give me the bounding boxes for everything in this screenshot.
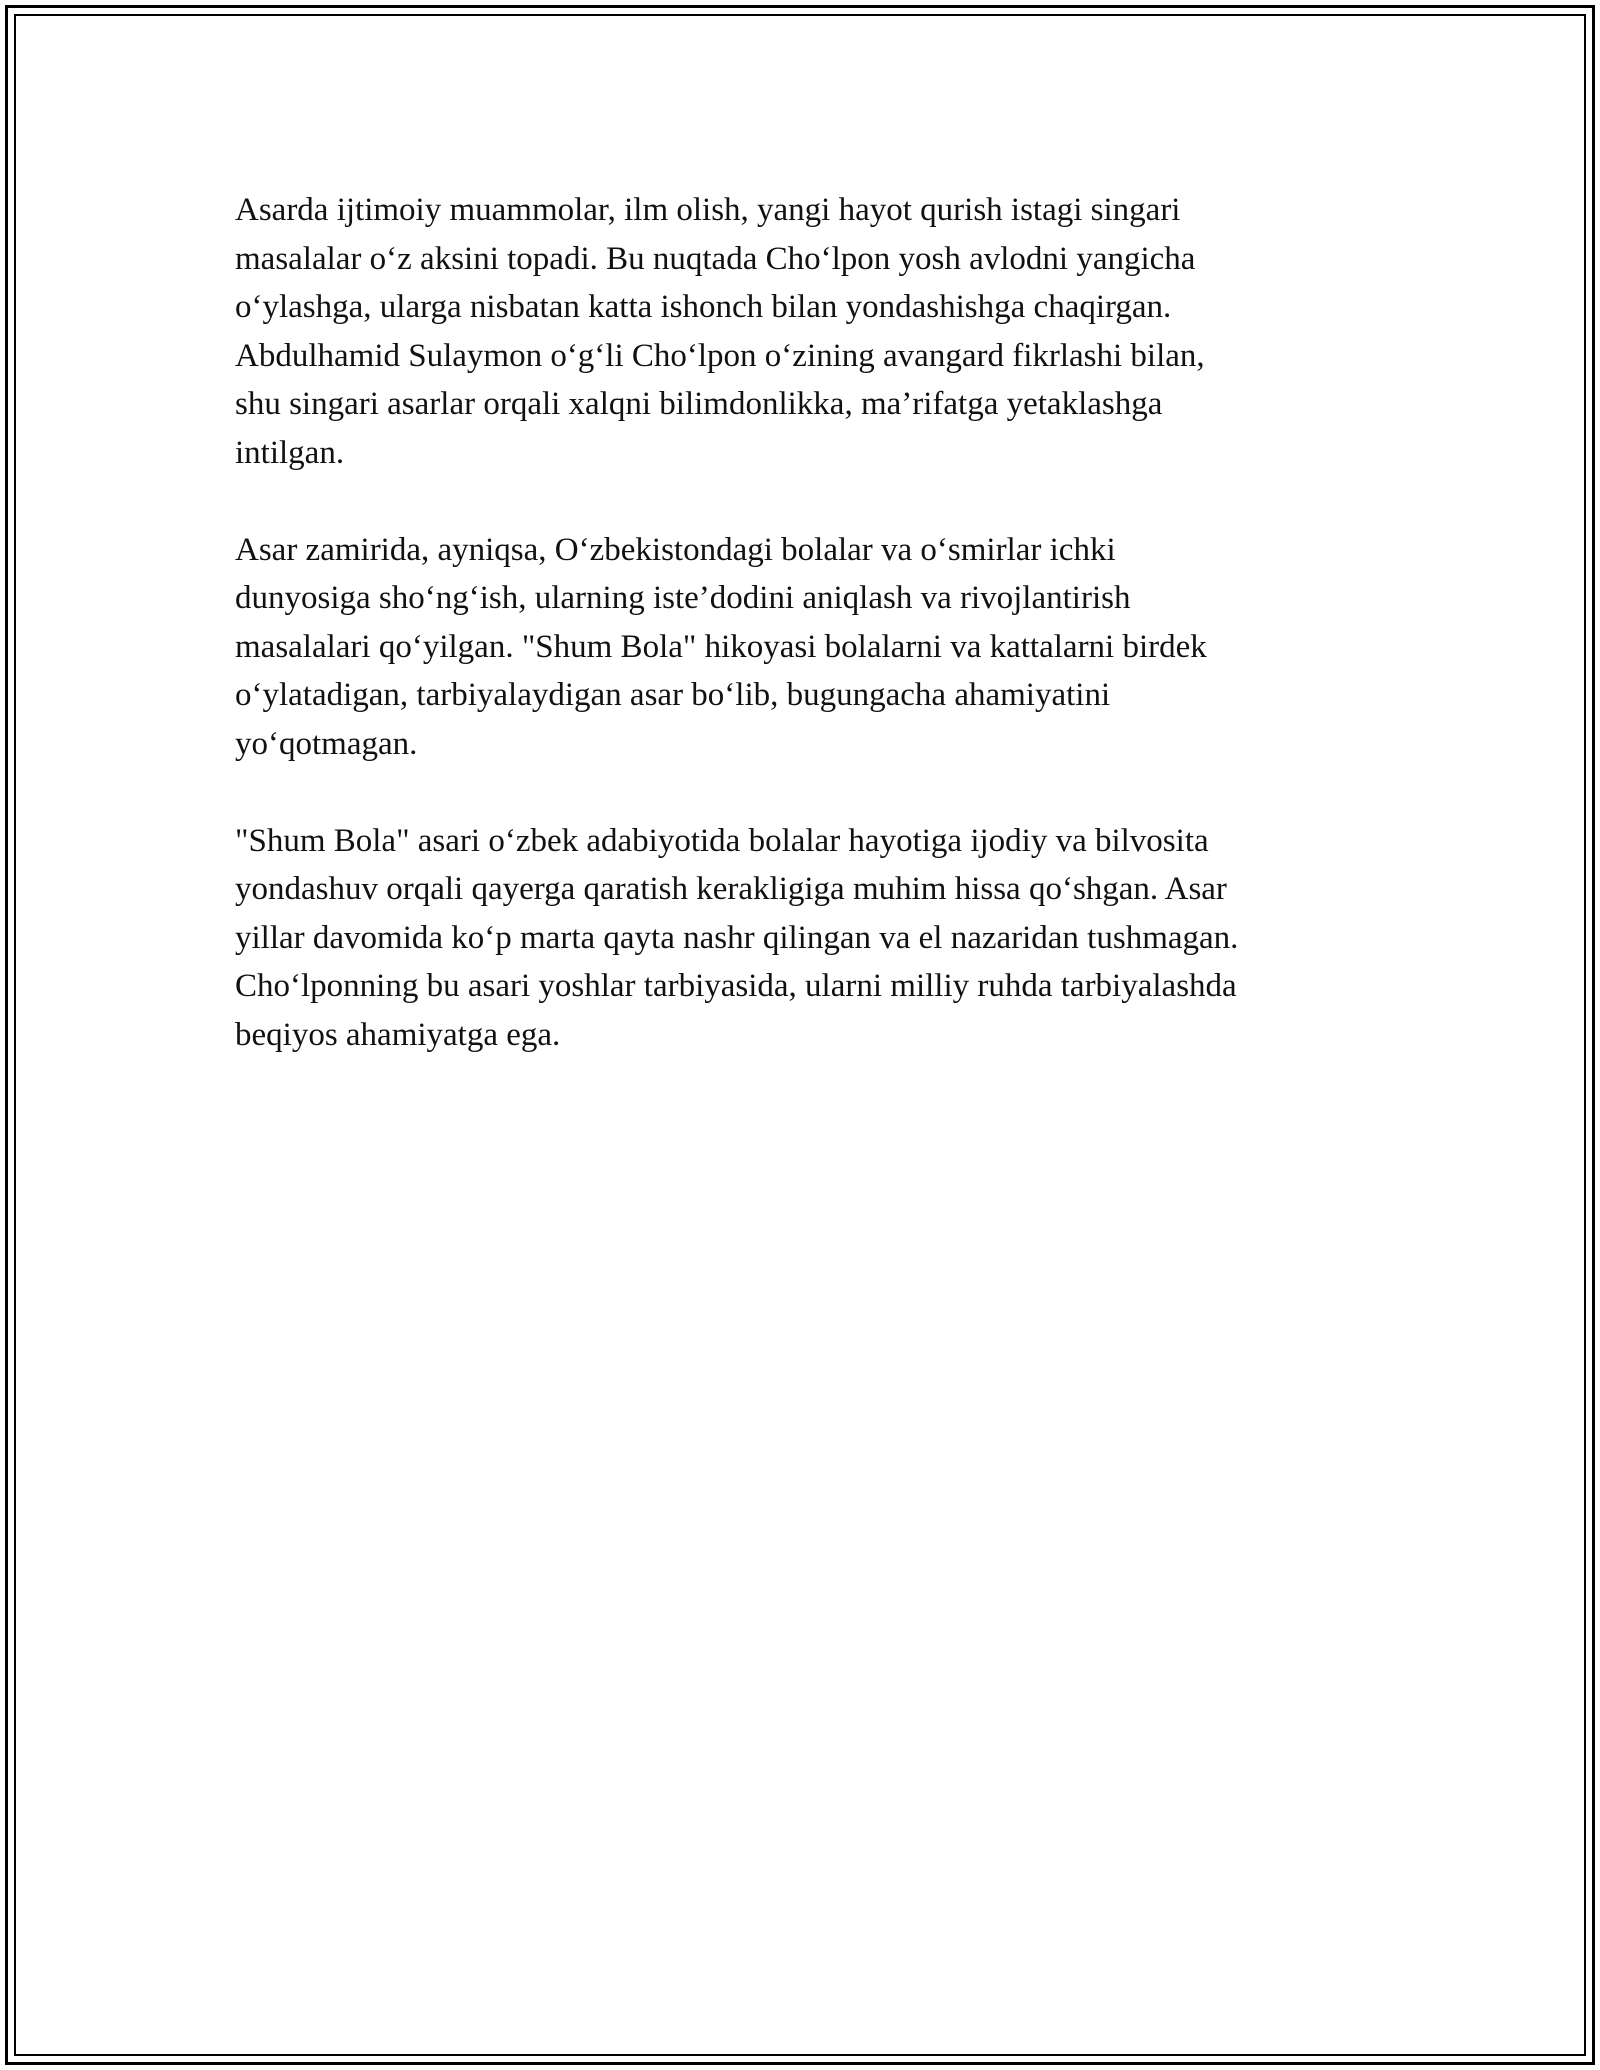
document-body [235, 186, 1375, 1108]
paragraph-2 [235, 526, 1375, 769]
paragraph-3 [235, 817, 1375, 1060]
paragraph-1 [235, 186, 1375, 477]
paragraph-line: Cho‘lponning bu asari yoshlar tarbiyasida, ularni milliy ruhda tarbiyalashda [235, 968, 1237, 1004]
paragraph-line: yo‘qotmagan. [235, 725, 418, 762]
paragraph-line: masalalar o‘z aksini topadi. Bu nuqtada Cho‘lpon yosh avlodni yangicha [235, 240, 1196, 277]
paragraph-line: intilgan. [235, 434, 345, 471]
paragraph-line: Abdulhamid Sulaymon o‘g‘li Cho‘lpon o‘zining avangard fikrlashi bilan, [235, 337, 1205, 374]
paragraph-line: beqiyos ahamiyatga ega. [235, 1016, 561, 1053]
paragraph-line: yondashuv orqali qayerga qaratish kerakligiga muhim hissa qo‘shgan. Asar [235, 871, 1227, 907]
paragraph-line: shu singari asarlar orqali xalqni bilimdonlikka, ma’rifatga yetaklashga [235, 386, 1163, 422]
paragraph-line: masalalari qo‘yilgan. "Shum Bola" hikoyasi bolalarni va kattalarni birdek [235, 628, 1207, 665]
paragraph-line: dunyosiga sho‘ng‘ish, ularning iste’dodini aniqlash va rivojlantirish [235, 580, 1131, 616]
paragraph-line: o‘ylatadigan, tarbiyalaydigan asar bo‘lib, bugungacha ahamiyatini [235, 677, 1111, 713]
paragraph-line: Asarda ijtimoiy muammolar, ilm olish, yangi hayot qurish istagi singari [235, 192, 1181, 228]
paragraph-line: o‘ylashga, ularga nisbatan katta ishonch bilan yondashishga chaqirgan. [235, 289, 1172, 325]
paragraph-line: yillar davomida ko‘p marta qayta nashr qilingan va el nazaridan tushmagan. [235, 919, 1239, 956]
paragraph-line: "Shum Bola" asari o‘zbek adabiyotida bolalar hayotiga ijodiy va bilvosita [235, 822, 1209, 859]
paragraph-line: Asar zamirida, ayniqsa, O‘zbekistondagi bolalar va o‘smirlar ichki [235, 531, 1116, 568]
